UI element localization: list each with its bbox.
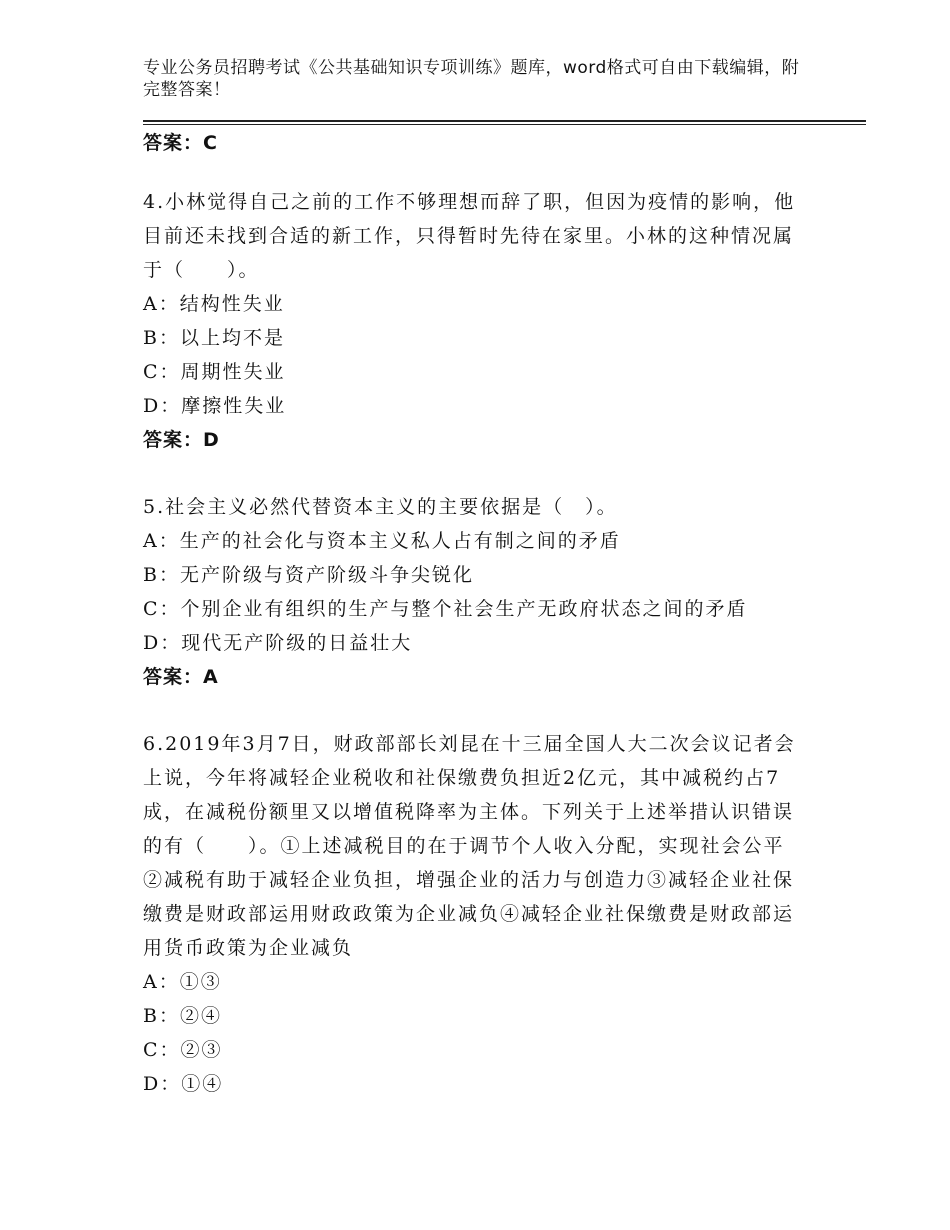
option-c: C：周期性失业 [143,361,286,383]
option-b: B：无产阶级与资产阶级斗争尖锐化 [143,564,474,586]
answer-text: 答案：D [143,429,220,451]
option-a: A：结构性失业 [143,293,285,315]
answer-text: 答案：A [143,666,219,688]
option-d: D：现代无产阶级的日益壮大 [143,632,413,654]
option-b: B：②④ [143,1005,222,1027]
question-text: 5.社会主义必然代替资本主义的主要依据是（ ）。 [143,496,618,518]
question-content [143,126,803,1101]
question-block [143,727,803,1101]
option-c: C：个别企业有组织的生产与整个社会生产无政府状态之间的矛盾 [143,598,748,620]
header-rule-thin [143,124,866,125]
question-block [143,185,803,457]
option-a: A：①③ [143,971,222,993]
question-text: 4.小林觉得自己之前的工作不够理想而辞了职，但因为疫情的影响，他目前还未找到合适的新工作，只得暂时先待在家里。小林的这种情况属于（ ）。 [143,191,796,281]
option-c: C：②③ [143,1039,223,1061]
document-header: 专业公务员招聘考试《公共基础知识专项训练》题库，word格式可自由下载编辑，附完整答案！ [143,58,800,100]
header-rule [143,120,866,122]
option-d: D：①④ [143,1073,224,1095]
question-text: 6.2019年3月7日，财政部部长刘昆在十三届全国人大二次会议记者会上说，今年将减轻企业税收和社保缴费负担近2亿元，其中减税约占7成，在减税份额里又以增值税降率为主体。下列关于上述举措认识错误的有（ ）。①上述减税目的在于调节个人收入分配，实现社会公平②减税有助于减轻企业负担，增强企业的活力与创造力③减轻企业社保缴费是财政部运用财政政策为企业减负④减轻企业社保缴费是财政部运用货币政策为企业减负 [143,733,796,959]
option-a: A：生产的社会化与资本主义私人占有制之间的矛盾 [143,530,621,552]
option-d: D：摩擦性失业 [143,395,287,417]
answer-text: 答案：C [143,132,218,154]
option-b: B：以上均不是 [143,327,285,349]
question-block [143,490,803,694]
